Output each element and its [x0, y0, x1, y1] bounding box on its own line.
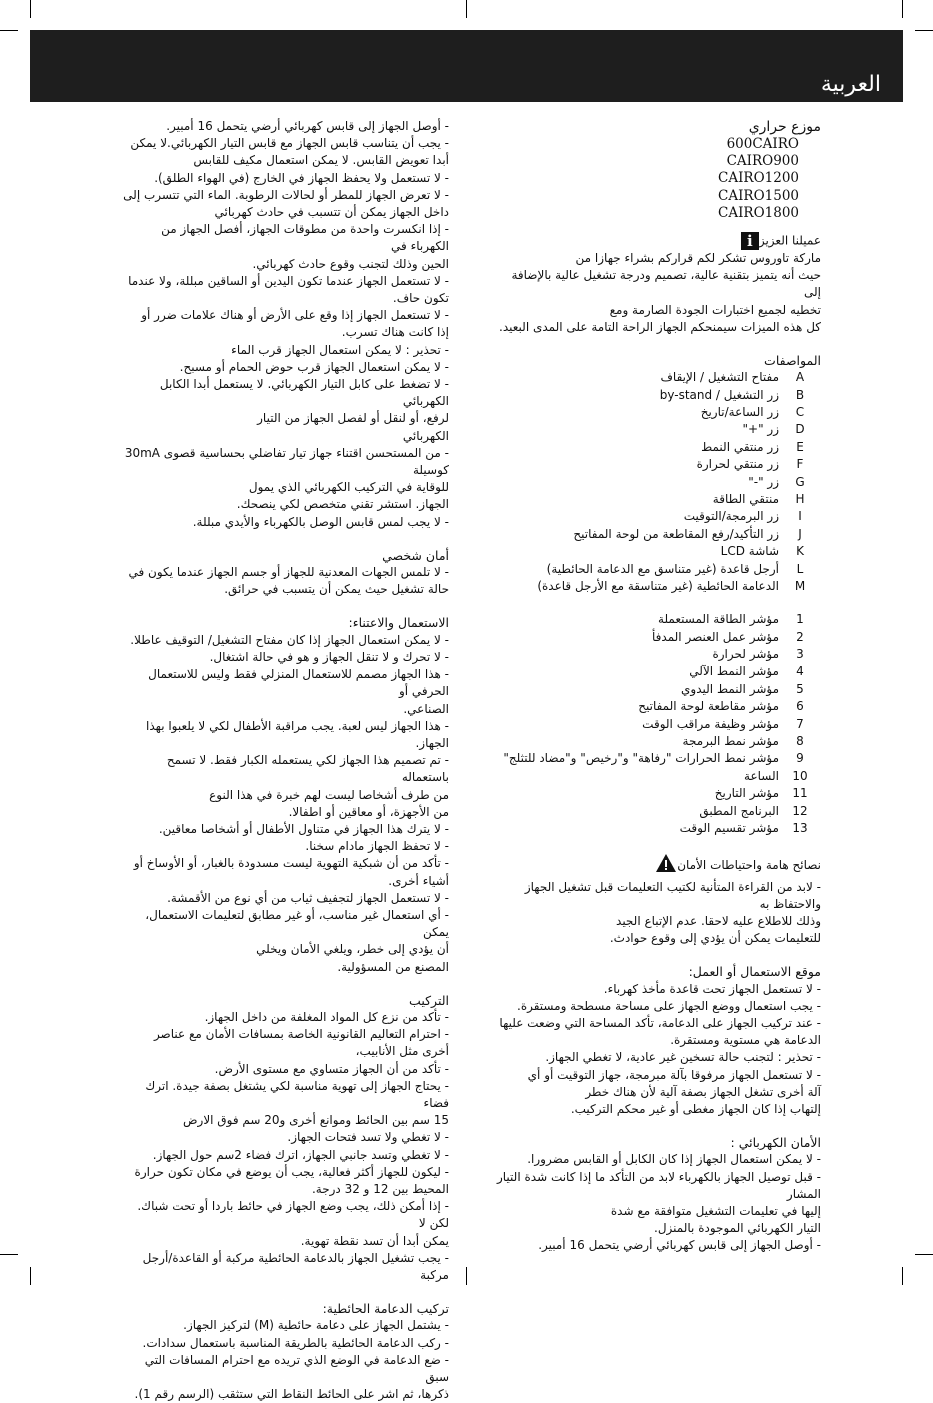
workplace-line: - لا تستعمل الجهاز مرفوقا بآلة مبرمجة، جهاز التوقيت أو أي	[527, 1067, 821, 1082]
intro-heading-row	[491, 232, 821, 250]
indicator-row-key: 4	[796, 664, 804, 679]
install-section	[119, 1009, 449, 1284]
spec-row-label: زر منتقي النمط	[701, 439, 779, 454]
use-line: الصناعي.	[403, 701, 449, 716]
spec-row	[491, 439, 821, 456]
use-line: أشياء أخرى.	[388, 873, 449, 888]
model-list	[491, 136, 821, 222]
spec-row	[491, 404, 821, 421]
install-line: - تأكد من نزع كل المواد المغلفة من داخل الجهاز.	[204, 1009, 449, 1024]
indicator-row	[491, 785, 821, 802]
indicator-row	[491, 611, 821, 628]
crop-mark	[915, 1254, 933, 1255]
spec-row	[491, 369, 821, 386]
electrical-line: - لا تضغط على كابل التيار الكهربائي. لا يستعمل أبدا الكابل الكهربائي	[159, 377, 449, 409]
electrical-line: - قبل توصيل الجهاز بالكهرباء لابد من التأكد ما إذا كانت شدة التيار المشار	[496, 1169, 821, 1201]
spec-row-label: مفتاح التشغيل / الإيقاف	[660, 370, 779, 385]
use-line: - لا تستعمل الجهاز لتجفيف ثياب من أي نوع من الأقمشة.	[167, 890, 449, 905]
indicator-row-label: مؤشر الطاقة المستعملة	[658, 612, 779, 627]
electrical-line: داخل الجهاز يمكن أن تتسبب في حادث كهربائي	[214, 205, 449, 220]
indicator-row	[491, 768, 821, 785]
spec-row-label: زر الساعة/تاريخ	[700, 405, 779, 420]
wall-line: ذكرها، ثم اشر على الحائط النقاط التي ستثقب (الرسم رقم 1).	[134, 1387, 449, 1402]
spec-row-key: C	[795, 405, 805, 420]
spec-row	[491, 561, 821, 578]
indicator-row-key: 2	[796, 629, 804, 644]
spec-row-label: زر منتقي لحرارة	[696, 457, 779, 472]
spec-row	[491, 578, 821, 595]
crop-mark	[915, 30, 933, 31]
crop-mark	[466, 1267, 467, 1285]
electrical-line: - لا تستعمل الجهاز إذا وقع على الأرض أو هناك علامات ضرر أو	[141, 308, 449, 323]
product-title: موزع حراري	[748, 119, 821, 135]
indicator-row	[491, 716, 821, 733]
indicator-row	[491, 681, 821, 698]
personal-heading: أمان شخصي	[382, 547, 449, 563]
indicator-row	[491, 698, 821, 715]
wall-line: - ركب الدعامة الحائطية بالطريقة المناسبة باستعمال سدادات.	[142, 1335, 449, 1350]
use-line: من الأجهزة، أو معاقين أو اطفالا.	[288, 804, 449, 819]
crop-mark	[30, 0, 31, 18]
indicator-row-label: مؤشر التاريخ	[714, 786, 779, 801]
wall-line: - يشتمل الجهاز على دعامة حائطية (M) لتركيز الجهاز.	[183, 1318, 449, 1333]
indicator-row-key: 13	[792, 821, 808, 835]
use-line: - هذا الجهاز ليس لعبة. يجب مراقبة الأطفال لكي لا يلعبوا بهذا الجهاز.	[146, 718, 449, 750]
indicator-row-label: مؤشر عمل العنصر المدفأ	[652, 629, 779, 644]
indicators-list	[491, 611, 821, 837]
indicator-row-key: 11	[792, 786, 808, 801]
intro-line: حيث أنه يتميز بتقنية عالية، تصميم ودرجة تشغيل عالية بالإضافة إلى	[511, 268, 821, 300]
indicator-row-label: البرنامج المطبق	[699, 803, 779, 818]
spec-row-key: M	[794, 578, 806, 593]
crop-mark	[466, 0, 467, 18]
electrical-continued-section	[119, 118, 449, 531]
install-line: أخرى مثل الأنابيب،	[355, 1044, 449, 1059]
spec-row-label: زر "+"	[742, 422, 779, 437]
electrical-line: التيار الكهربائي الموجودة بالمنزل.	[654, 1221, 821, 1236]
indicator-row-label: مؤشر النمط اليدوي	[681, 681, 779, 696]
indicator-row-label: مؤشر النمط الآلي	[689, 664, 779, 679]
electrical-line: - تحذير : لا يمكن استعمال الجهاز قرب الماء	[231, 342, 449, 357]
indicator-row-key: 5	[796, 681, 804, 696]
workplace-line: - تحذير : لتجنب حالة تسخين غير عادية، لا تغطي الجهاز.	[545, 1050, 821, 1065]
install-line: - احترام التعاليم القانونية الخاصة بمسافات الأمان مع عناصر	[153, 1027, 449, 1042]
intro-line: ماركة تاوروس تشكر لكم قراركم بشراء جهازا من	[575, 251, 821, 266]
spec-row-label: شاشة LCD	[720, 544, 779, 559]
electrical-line: - أوصل الجهاز إلى قابس كهربائي أرضي يتحمل 16 أمبير.	[166, 119, 449, 133]
safety-section	[491, 879, 821, 948]
warning-icon	[655, 853, 677, 878]
spec-row	[491, 543, 821, 560]
spec-row-key: J	[798, 526, 802, 541]
wall-mount-section	[119, 1317, 449, 1403]
install-line: المحيط بين 12 و 32 درجة.	[311, 1181, 449, 1196]
install-line: - إذا أمكن ذلك، يجب وضع الجهاز في حائط باردا أو تحت شباك. لكن لا	[137, 1199, 449, 1231]
indicator-row-label: مؤشر تقسيم الوقت	[679, 821, 779, 835]
electrical-line: - أوصل الجهاز إلى قابس كهربائي أرضي يتحمل 16 أمبير.	[538, 1238, 821, 1253]
electrical-line: - لا تستعمل ولا يحفظ الجهاز في الخارج (في الهواء الطلق).	[154, 170, 449, 185]
wall-heading: تركيب الدعامة الحائطية:	[322, 1301, 449, 1317]
personal-line: - لا تلمس الجهات المعدنية للجهاز أو جسم الجهاز عندما يكون في	[128, 565, 449, 580]
language-title: العربية	[820, 72, 881, 97]
spec-row	[491, 421, 821, 438]
indicator-row-key: 12	[792, 803, 808, 818]
electrical-line: للوقاية في التركيب الكهربائي الذي يمول	[248, 480, 449, 495]
spec-row-key: E	[796, 439, 804, 454]
spec-row-key: D	[795, 422, 805, 437]
safety-heading: نصائح هامة واحتياطات الأمان	[677, 858, 821, 873]
install-line: - لا تغطي وتسد جانبي الجهاز، اترك فضاء 2سم حول الجهاز.	[152, 1147, 449, 1162]
workplace-line: آلة أخرى تشغل الجهاز بصفة آلية لأن هناك خطر	[585, 1084, 821, 1099]
indicator-row	[491, 820, 821, 837]
spec-row-label: الدعامة الحائطية (غير متناسقة مع الأرجل قاعدة)	[537, 578, 779, 593]
electrical-line: - لا يمكن استعمال الجهاز قرب حوض الحمام أو مسبح.	[179, 359, 449, 374]
workplace-line: - لا تستعمل الجهاز تحت قاعدة مأخذ كهرباء.	[603, 981, 821, 996]
safety-line: للتعليمات يمكن أن يؤدي إلى وقوع حوادث.	[609, 931, 821, 946]
electrical-heading: الأمان الكهربائي :	[730, 1135, 821, 1151]
right-column	[491, 118, 821, 1255]
crop-mark	[0, 1254, 18, 1255]
electrical-line: - لا تستعمل الجهاز عندما تكون اليدين أو الساقين مبللة، ولا عندما تكون حاف.	[128, 273, 449, 306]
spec-row-key: I	[798, 509, 802, 524]
use-line: - تم تصميم هذا الجهاز لكي يستعمله الكبار فقط. لا تسمح باستعماله	[166, 753, 449, 785]
indicator-row-key: 7	[796, 716, 804, 731]
use-line: - لا يترك هذا الجهاز في متناول الأطفال أو أشخاصا معاقين.	[158, 821, 449, 836]
spec-row-key: B	[795, 387, 805, 402]
spec-row-key: K	[796, 544, 804, 559]
spec-row-key: F	[796, 457, 804, 472]
crop-mark	[0, 30, 18, 31]
use-line: - هذا الجهاز مصمم للاستعمال المنزلي فقط وليس للاستعمال الحرفي أو	[148, 667, 449, 699]
install-line: - لا تغطي ولا تسد فتحات الجهاز.	[287, 1130, 449, 1145]
spec-row-label: أرجل قاعدة (غير متناسق مع الدعامة الحائطية)	[546, 561, 779, 576]
spec-row-label: زر البرمجة/التوقيت	[683, 509, 779, 524]
specs-list	[491, 369, 821, 595]
indicator-row	[491, 803, 821, 820]
workplace-line: إلتهاب إذا كان الجهاز مغطى أو غير محكم التركيب.	[570, 1102, 821, 1117]
use-line: - لا تحرك و لا تنقل الجهاز و هو في حالة اشتغال.	[209, 649, 449, 664]
workplace-line: - عند تركيب الجهاز على الدعامة، تأكد المساحة التي وضعت عليها	[499, 1016, 821, 1031]
indicator-row-key: 3	[796, 647, 804, 662]
spec-row-label: منتقي الطاقة	[712, 491, 779, 506]
crop-mark	[902, 1267, 903, 1285]
model-item: CAIRO900	[726, 153, 799, 170]
spec-row-key: L	[796, 561, 804, 576]
electrical-line: - من المستحسن اقتناء جهاز تيار تفاضلي بحساسية قصوى 30mA كوسيلة	[124, 445, 449, 478]
electrical-line: - لا يمكن استعمال الجهاز إذا كان الكابل أو القابس مضرورا.	[527, 1152, 821, 1167]
electrical-line: - لا يجب لمس قابس الوصل بالكهرباء والأيدي مبللة.	[192, 514, 449, 529]
spec-row	[491, 387, 821, 404]
indicator-row-key: 9	[796, 751, 804, 766]
safety-heading-row	[491, 853, 821, 878]
electrical-line: - إذا انكسرت واحدة من مطوقات الجهاز، أفصل الجهاز من الكهرباء في	[161, 222, 449, 254]
use-line: من طرف أشخاصا ليست لهم خبرة في هذا النوع	[209, 787, 449, 802]
info-icon: i	[741, 232, 759, 250]
install-line: - يجب تشغيل الجهاز بالدعامة الحائطية مركبة أو القاعدة/أرجل مركبة	[142, 1250, 449, 1282]
electrical-section	[491, 1151, 821, 1254]
indicator-row	[491, 629, 821, 646]
indicator-row-label: مؤشر وظيفة مراقب الوقت	[642, 716, 779, 731]
safety-line: وذلك للاطلاع عليه لاحقا. عدم الإتباع الجيد	[616, 914, 821, 928]
spec-row	[491, 456, 821, 473]
workplace-heading: موقع الاستعمال أو العمل:	[688, 964, 821, 980]
indicator-row-key: 1	[796, 612, 804, 627]
spec-row	[491, 474, 821, 491]
indicator-row-label: مؤشر نمط البرمجة	[682, 734, 779, 749]
left-column	[119, 118, 449, 1403]
electrical-line: الحين وذلك لتجنب وقوع حادث كهربائي.	[252, 256, 449, 271]
spec-row-label: زر التشغيل / by-stand	[659, 387, 779, 402]
use-line: - تأكد من أن شبكية التهوية ليست مسدودة بالغبار، أو الأوساخ أو	[133, 856, 449, 871]
intro-line: تخطيه لجميع اختبارات الجودة الصارمة ومع	[609, 302, 821, 317]
crop-mark	[30, 1267, 31, 1285]
model-item: CAIRO1200	[718, 170, 799, 187]
spec-row	[491, 491, 821, 508]
electrical-line: إليها في تعليمات التشغيل متوافقة مع شدة	[610, 1204, 821, 1219]
indicator-row	[491, 733, 821, 750]
electrical-line: - لا تعرض الجهاز للمطر أو لحالات الرطوبة. الماء التي تتسرب إلى	[123, 187, 449, 202]
electrical-line: - يجب أن يتناسب قابس الجهاز مع قابس التيار الكهربائي.لا يمكن	[130, 136, 449, 151]
model-item: CAIRO1800	[718, 204, 799, 221]
install-heading: التركيب	[409, 992, 449, 1008]
personal-section	[119, 564, 449, 598]
workplace-line: - يجب استعمال ووضع الجهاز على مساحة مسطحة ومستقرة.	[517, 998, 821, 1013]
electrical-line: الكهربائي	[402, 428, 449, 443]
indicator-row-label: الساعة	[744, 768, 779, 783]
workplace-section	[491, 981, 821, 1119]
use-heading: الاستعمال والاعتناء:	[348, 615, 449, 631]
install-line: 15 سم بين الحائط وموانع أخرى و20 سم فوق الارض	[183, 1113, 449, 1128]
install-line: - ليكون للجهاز أكثر فعالية، يجب أن يوضع في مكان تكون حرارة	[134, 1164, 449, 1179]
crop-mark	[902, 0, 903, 18]
install-line: يمكن أبدا أن تسد نقطة تهوية.	[300, 1233, 449, 1248]
spec-row	[491, 526, 821, 543]
electrical-line: أبدا تعويض القابس. لا يمكن استعمال مكيف للقابس	[193, 153, 449, 168]
spec-row-label: زر التأكيد/رفع المقاطعة من لوحة المفاتيح	[573, 526, 779, 541]
indicator-row-label: مؤشر لحرارة	[712, 647, 779, 662]
indicator-row	[491, 750, 821, 767]
indicator-row	[491, 646, 821, 663]
spec-row	[491, 508, 821, 525]
personal-line: حالة تشغيل حيث يمكن أن يتسبب في حرائق.	[224, 582, 449, 597]
safety-line: - لابد من القراءة المتأنية لكتيب التعليمات قبل تشغيل الجهاز والاحتفاظ به	[524, 879, 821, 911]
electrical-line: إذا كانت هناك تسرب.	[341, 325, 449, 340]
electrical-line: الجهاز. استشر تقني متخصص لكي ينصحك.	[236, 497, 449, 512]
model-item: 600CAIRO	[726, 136, 799, 152]
use-line: - لا يمكن استعمال الجهاز إذا كان مفتاح التشغيل/ التوقيف عاطلا.	[130, 632, 449, 647]
intro-line: كل هذه الميزات سيمنحكم الجهاز الراحة التامة على المدى البعيد.	[499, 319, 821, 334]
indicator-row-key: 10	[792, 768, 808, 783]
indicator-row-key: 6	[796, 699, 804, 714]
use-section	[119, 632, 449, 976]
use-line: أن يؤدي إلى خطر، ويلغي الأمان ويخلي	[256, 942, 449, 957]
wall-line: - ضع الدعامة في الوضع الذي تريده مع احترام المسافات التي سبق	[144, 1352, 449, 1385]
model-item: CAIRO1500	[718, 187, 799, 204]
use-line: - لا تحفظ الجهاز مادام سخنا.	[305, 839, 449, 854]
intro-heading: عميلنا العزيز	[758, 233, 821, 248]
use-line: - أي استعمال غير مناسب، أو غير مطابق لتعليمات الاستعمال، يمكن	[145, 907, 449, 940]
install-line: - يحتاج الجهاز إلى تهوية مناسبة لكي يشتغل بصفة جيدة. اترك فضاء	[145, 1078, 449, 1110]
electrical-line: لرفع، أو لنقل أو لفصل الجهاز من التيار	[257, 411, 449, 426]
indicator-row-label: مؤشر نمط الحرارات "رفاهة" و"رخيص" و"مضاد للتثلج"	[503, 751, 779, 766]
workplace-line: الدعامة هي مستوية ومستقرة.	[670, 1033, 821, 1048]
spec-row-key: A	[795, 370, 805, 385]
install-line: - تأكد من أن الجهاز متساوي مع مستوى الأرض.	[214, 1061, 449, 1076]
indicator-row-key: 8	[796, 734, 804, 749]
header-bar	[30, 30, 903, 102]
indicator-row	[491, 663, 821, 680]
spec-row-key: H	[795, 491, 805, 506]
indicator-row-label: مؤشر مقاطعة لوحة المفاتيح	[638, 699, 779, 714]
spec-row-label: زر "-"	[748, 474, 779, 489]
use-line: المصنع من المسؤولية.	[337, 959, 449, 974]
spec-row-key: G	[795, 474, 805, 489]
specs-heading: المواصفات	[764, 353, 821, 369]
